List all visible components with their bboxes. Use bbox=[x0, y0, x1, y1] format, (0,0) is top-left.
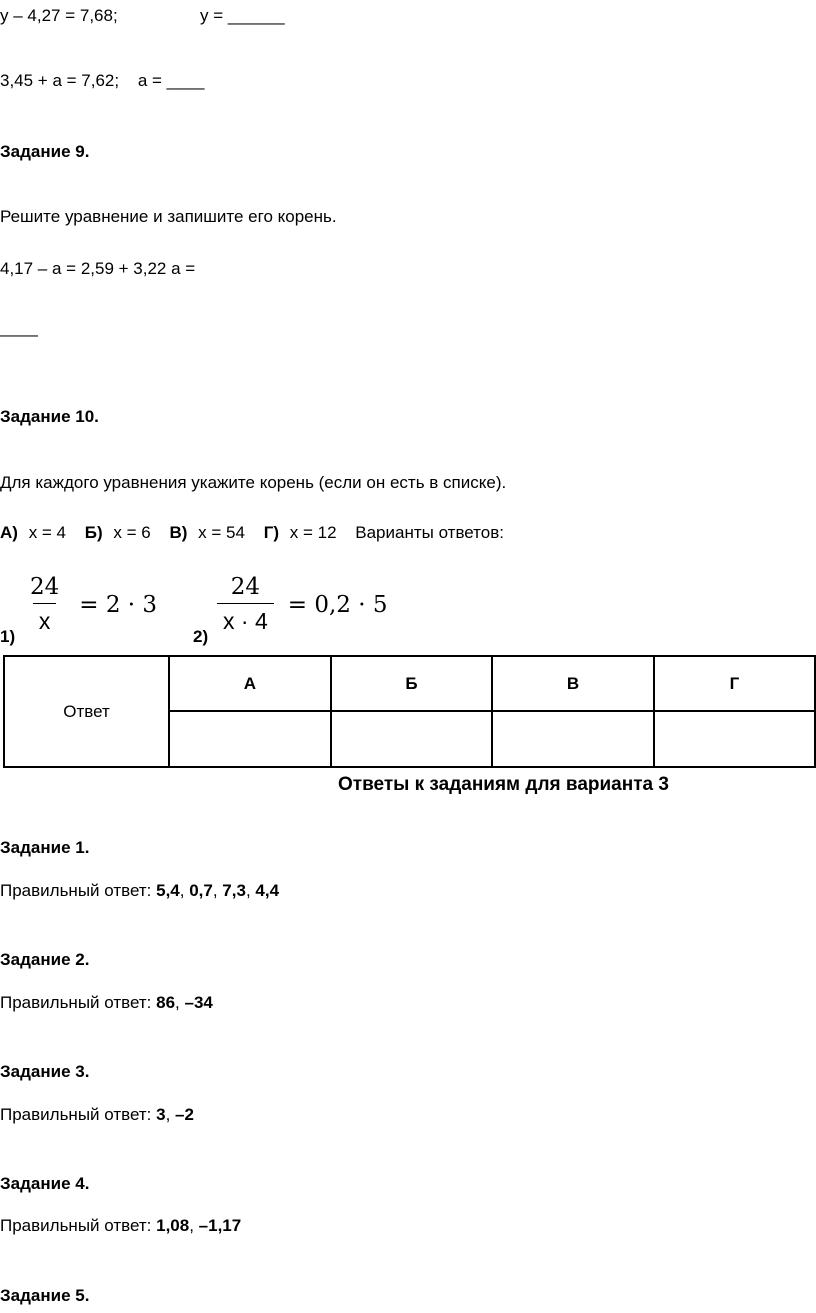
answer-header-b: Б bbox=[331, 656, 493, 711]
task9-equation: 4,17 – a = 2,59 + 3,22 a = bbox=[0, 259, 196, 278]
answer1-title: Задание 1. bbox=[0, 838, 90, 857]
answer3-title: Задание 3. bbox=[0, 1062, 90, 1081]
answer-value: –34 bbox=[184, 993, 213, 1012]
task9-prompt: Решите уравнение и запишите его корень. bbox=[0, 207, 337, 226]
answer-value: 1,08 bbox=[156, 1216, 190, 1235]
answer-cell-g[interactable] bbox=[654, 711, 815, 767]
answer2: Правильный ответ: 86, –34 bbox=[0, 993, 213, 1012]
answer-blank-text: a = ____ bbox=[137, 71, 205, 90]
task10-options bbox=[0, 523, 504, 543]
equation1-number: 1) bbox=[0, 627, 16, 646]
options-label: Варианты ответов: bbox=[355, 523, 504, 542]
answer-value: 7,3 bbox=[222, 881, 246, 900]
answer-value: 5,4 bbox=[156, 881, 180, 900]
answer-value: 0,7 bbox=[189, 881, 213, 900]
option-value-b: x = 6 bbox=[113, 523, 151, 542]
answer-value: –1,17 bbox=[198, 1216, 242, 1235]
task9-answer-blank: ____ bbox=[0, 318, 38, 337]
answer-table bbox=[3, 655, 816, 768]
equation-text: y – 4,27 = 7,68; bbox=[0, 6, 118, 25]
equation-text: 3,45 + a = 7,62; bbox=[0, 71, 120, 90]
option-letter-b: Б) bbox=[84, 523, 103, 542]
option-value-g: x = 12 bbox=[289, 523, 337, 542]
equation1-rhs: = 2 · 3 bbox=[79, 591, 158, 618]
equation2-number: 2) bbox=[193, 627, 209, 646]
answer2-title: Задание 2. bbox=[0, 950, 90, 969]
answers-heading: Ответы к заданиям для варианта 3 bbox=[338, 774, 669, 795]
option-letter-v: В) bbox=[169, 523, 188, 542]
equation2-fraction bbox=[217, 574, 274, 635]
answer-value: 4,4 bbox=[255, 881, 280, 900]
answer-value: 3 bbox=[156, 1105, 166, 1124]
fraction-numerator: 24 bbox=[230, 574, 260, 600]
answer-label: Правильный ответ: bbox=[0, 1216, 152, 1235]
answer-value: 86 bbox=[156, 993, 176, 1012]
option-letter-a: А) bbox=[0, 523, 18, 542]
answer-header-a: А bbox=[169, 656, 331, 711]
answer-blank-text: y = ______ bbox=[200, 6, 285, 25]
task9-title: Задание 9. bbox=[0, 142, 90, 161]
task10-prompt: Для каждого уравнения укажите корень (если он есть в списке). bbox=[0, 473, 507, 492]
fraction-denominator: x bbox=[33, 603, 57, 635]
equation1 bbox=[24, 574, 157, 635]
answer4: Правильный ответ: 1,08, –1,17 bbox=[0, 1216, 242, 1235]
answer5-title: Задание 5. bbox=[0, 1286, 90, 1305]
answer3: Правильный ответ: 3, –2 bbox=[0, 1105, 194, 1124]
equation2-rhs: = 0,2 · 5 bbox=[287, 591, 388, 618]
answer-cell-a[interactable] bbox=[169, 711, 331, 767]
equation-y bbox=[0, 6, 118, 26]
answer1: Правильный ответ: 5,4, 0,7, 7,3, 4,4 bbox=[0, 881, 280, 900]
answer-header-v: В bbox=[492, 656, 654, 711]
option-value-a: x = 4 bbox=[28, 523, 67, 542]
answer-row-label: Ответ bbox=[4, 656, 169, 767]
fraction-denominator: x · 4 bbox=[217, 603, 274, 635]
answer-label: Правильный ответ: bbox=[0, 993, 152, 1012]
answer-cell-v[interactable] bbox=[492, 711, 654, 767]
answer-blank-y bbox=[200, 6, 285, 26]
task10-title: Задание 10. bbox=[0, 407, 99, 426]
option-letter-g: Г) bbox=[263, 523, 279, 542]
answer4-title: Задание 4. bbox=[0, 1174, 90, 1193]
equation2 bbox=[217, 574, 387, 635]
answer-value: –2 bbox=[175, 1105, 194, 1124]
equation-a bbox=[0, 71, 205, 91]
answer-label: Правильный ответ: bbox=[0, 881, 152, 900]
equation1-fraction bbox=[24, 574, 65, 635]
answer-header-g: Г bbox=[654, 656, 815, 711]
fraction-numerator: 24 bbox=[30, 574, 60, 600]
answer-cell-b[interactable] bbox=[331, 711, 493, 767]
answer-label: Правильный ответ: bbox=[0, 1105, 152, 1124]
option-value-v: x = 54 bbox=[198, 523, 245, 542]
